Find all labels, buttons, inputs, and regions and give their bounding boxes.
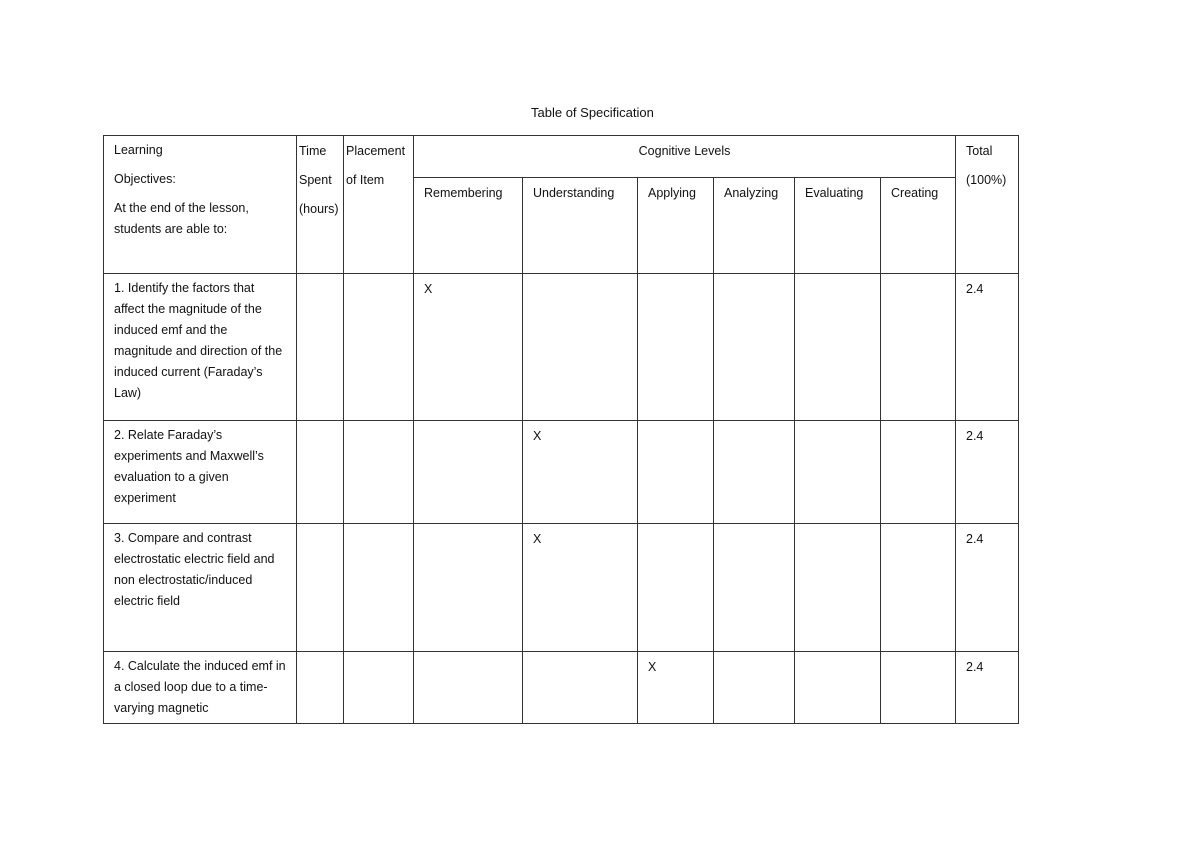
- mark-cell: [523, 652, 638, 724]
- table-row: [104, 274, 1019, 421]
- time-cell: [297, 524, 344, 652]
- header-remembering: Remembering: [414, 178, 523, 274]
- time-cell: [297, 274, 344, 421]
- time-cell: [297, 652, 344, 724]
- total-cell: 2.4: [956, 652, 1019, 724]
- mark-cell: [714, 652, 795, 724]
- header-time-spent: Time Spent (hours): [297, 136, 344, 274]
- mark-cell: [795, 421, 881, 524]
- header-objectives: Learning Objectives: At the end of the lesson, students are able to:: [104, 136, 297, 274]
- mark-cell: [714, 421, 795, 524]
- mark-cell: [795, 524, 881, 652]
- header-placement: Placement of Item: [344, 136, 414, 274]
- mark-cell: [414, 421, 523, 524]
- header-applying: Applying: [638, 178, 714, 274]
- total-cell: 2.4: [956, 421, 1019, 524]
- total-cell: 2.4: [956, 524, 1019, 652]
- placement-cell: [344, 274, 414, 421]
- mark-cell: [638, 274, 714, 421]
- objective-cell: 2. Relate Faraday’s experiments and Maxwell’s evaluation to a given experiment: [104, 421, 297, 524]
- mark-cell: X: [638, 652, 714, 724]
- table-row: [104, 524, 1019, 652]
- mark-cell: [881, 652, 956, 724]
- header-total: Total (100%): [956, 136, 1019, 274]
- objective-cell: 3. Compare and contrast electrostatic electric field and non electrostatic/induced electric field: [104, 524, 297, 652]
- header-analyzing: Analyzing: [714, 178, 795, 274]
- mark-cell: [881, 274, 956, 421]
- mark-cell: [523, 274, 638, 421]
- mark-cell: [638, 524, 714, 652]
- mark-cell: [414, 524, 523, 652]
- mark-cell: X: [523, 524, 638, 652]
- mark-cell: [638, 421, 714, 524]
- placement-cell: [344, 421, 414, 524]
- header-evaluating: Evaluating: [795, 178, 881, 274]
- mark-cell: [714, 524, 795, 652]
- header-understanding: Understanding: [523, 178, 638, 274]
- mark-cell: [714, 274, 795, 421]
- placement-cell: [344, 652, 414, 724]
- time-cell: [297, 421, 344, 524]
- mark-cell: [881, 421, 956, 524]
- header-creating: Creating: [881, 178, 956, 274]
- mark-cell: [795, 652, 881, 724]
- mark-cell: [795, 274, 881, 421]
- objective-cell: 1. Identify the factors that affect the magnitude of the induced emf and the magnitude and direction of the induced current (Faraday’s Law): [104, 274, 297, 421]
- table-row: [104, 421, 1019, 524]
- mark-cell: X: [414, 274, 523, 421]
- mark-cell: [881, 524, 956, 652]
- mark-cell: [414, 652, 523, 724]
- header-cognitive-levels: Cognitive Levels: [414, 136, 956, 178]
- objective-cell: 4. Calculate the induced emf in a closed loop due to a time-varying magnetic: [104, 652, 297, 724]
- placement-cell: [344, 524, 414, 652]
- table-row: [104, 652, 1019, 724]
- specification-table: [103, 135, 1019, 724]
- mark-cell: X: [523, 421, 638, 524]
- total-cell: 2.4: [956, 274, 1019, 421]
